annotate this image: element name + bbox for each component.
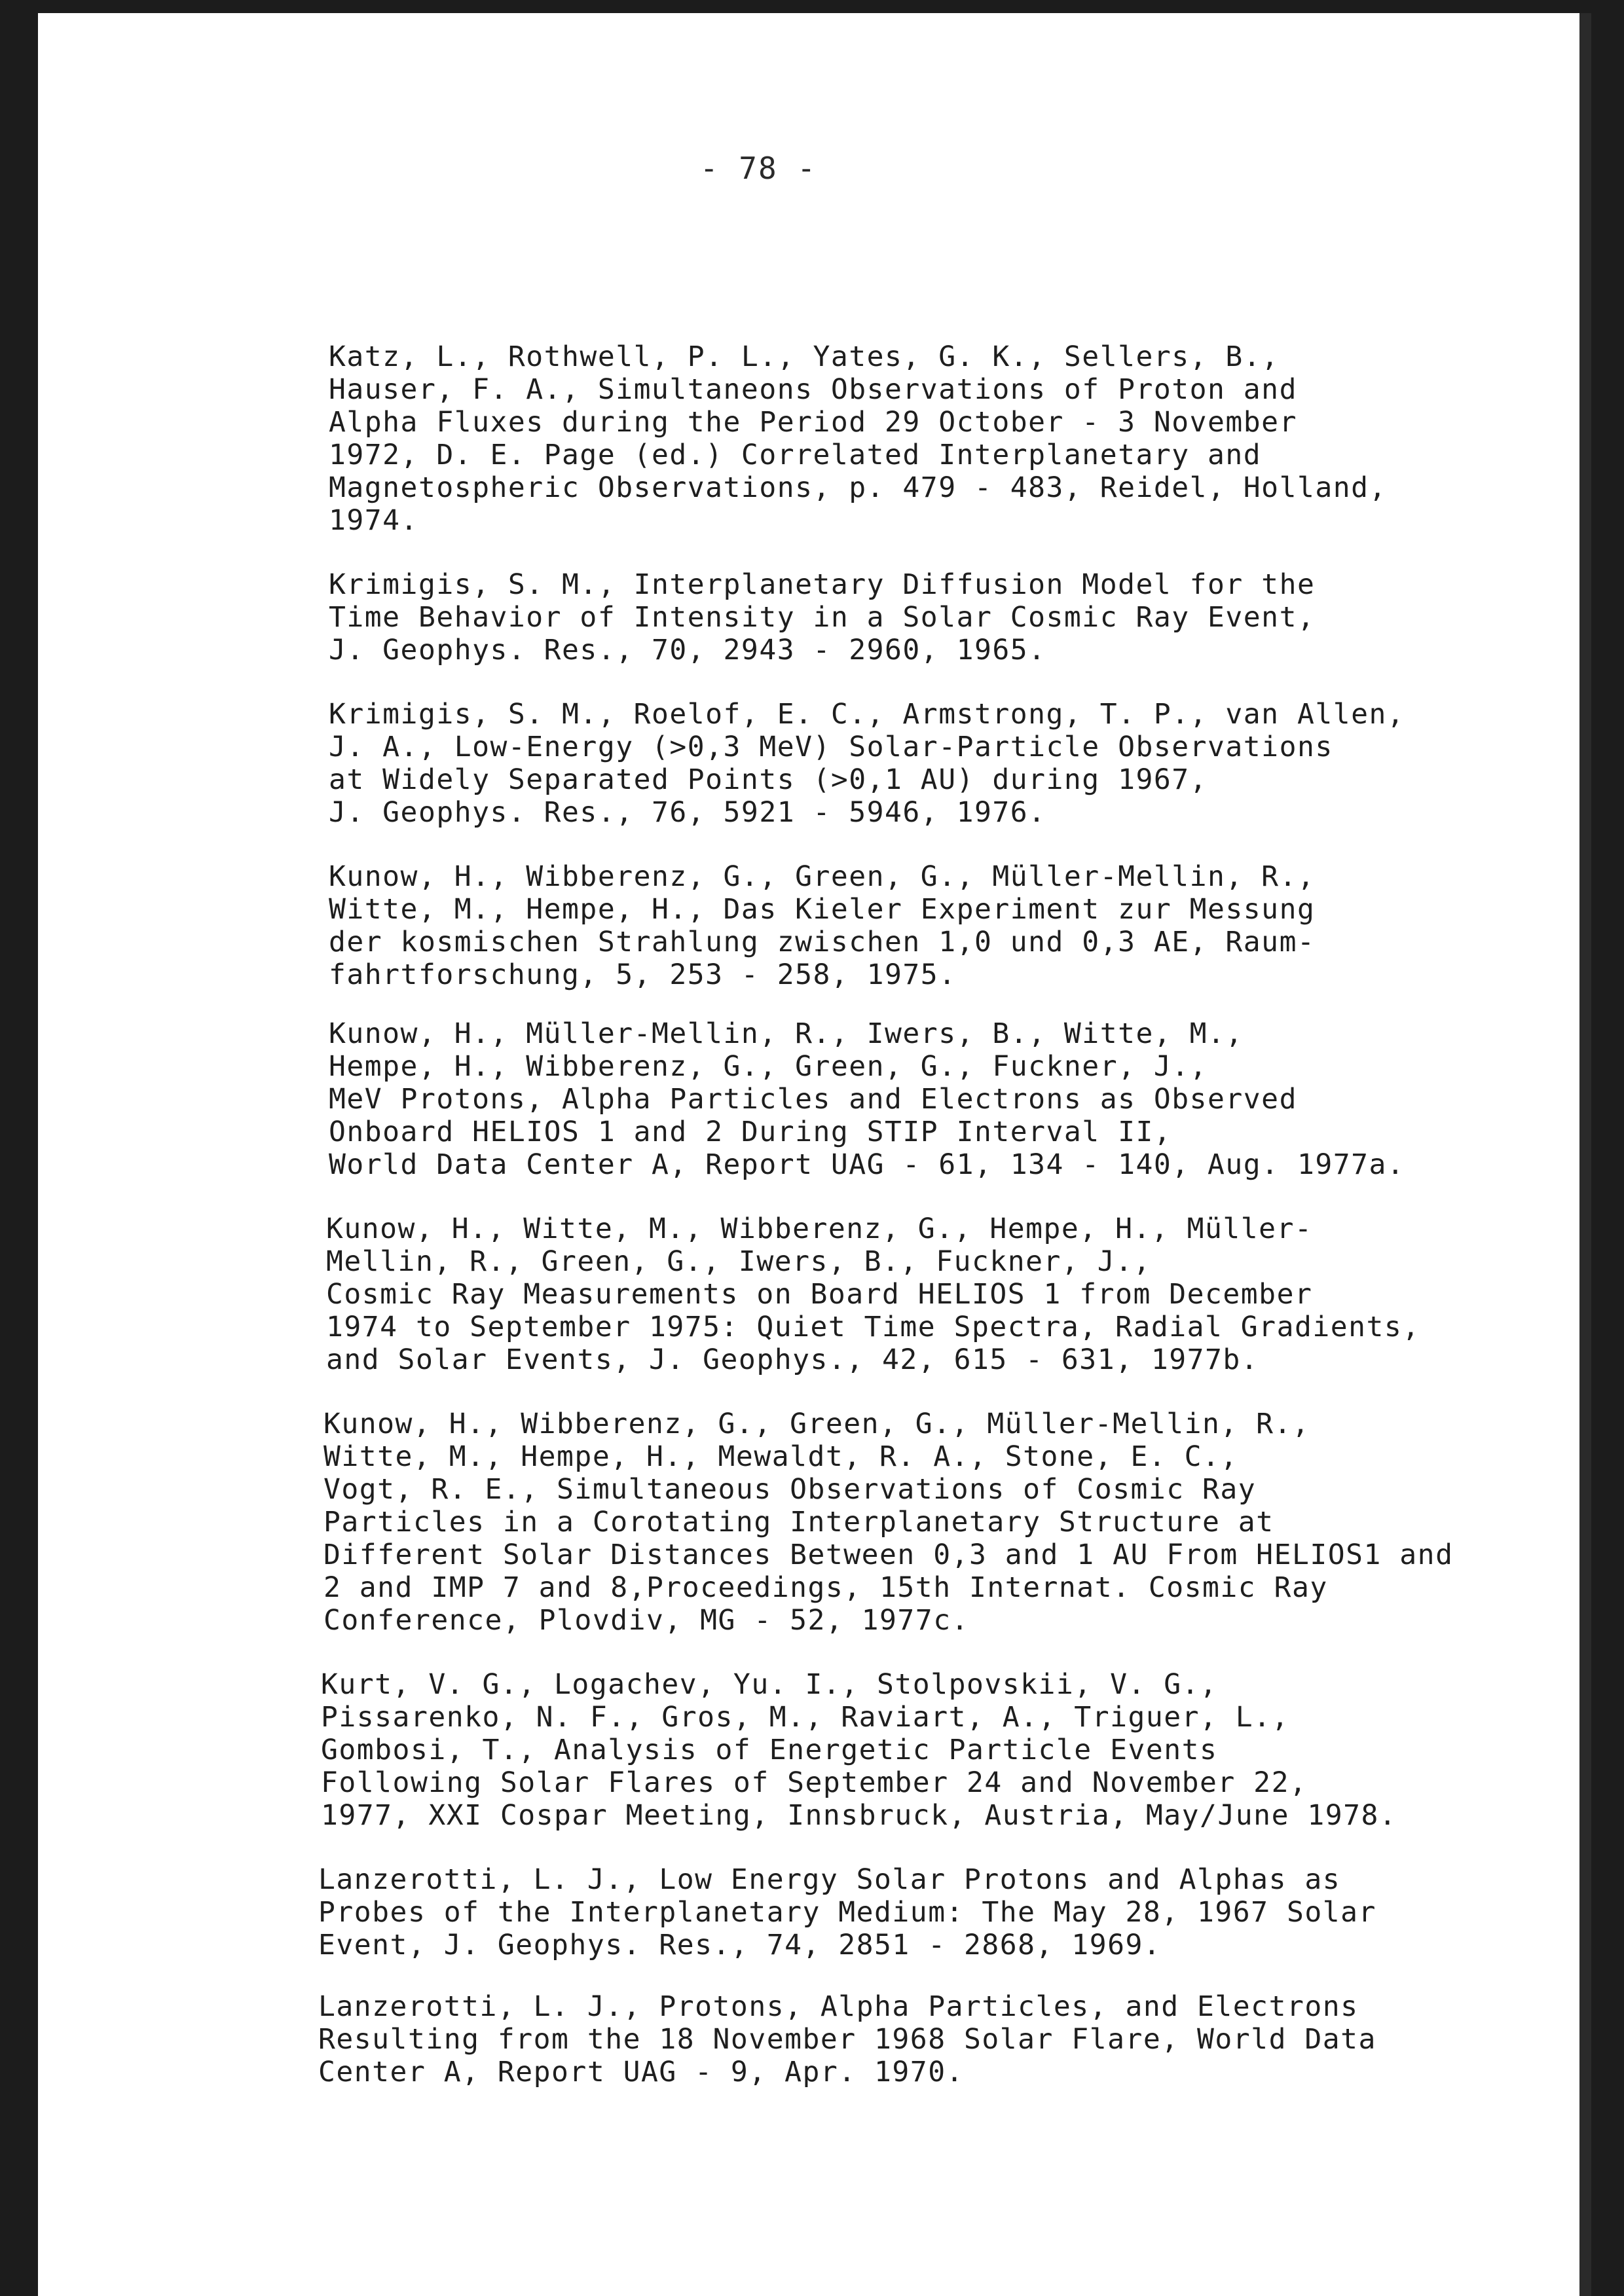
reference-kunow-1975	[329, 860, 1583, 991]
reference-line: 2 and IMP 7 and 8,Proceedings, 15th Internat. Cosmic Ray	[323, 1571, 1328, 1604]
reference-lanzerotti-1969	[318, 1863, 1583, 1961]
reference-line: Krimigis, S. M., Roelof, E. C., Armstrong, T. P., van Allen,	[329, 698, 1405, 731]
reference-line: Gombosi, T., Analysis of Energetic Particle Events	[321, 1734, 1218, 1766]
reference-line: Lanzerotti, L. J., Protons, Alpha Particles, and Electrons	[318, 1990, 1359, 2023]
reference-line: Different Solar Distances Between 0,3 and 1 AU From HELIOS1 and	[323, 1539, 1454, 1571]
reference-line: Probes of the Interplanetary Medium: The May 28, 1967 Solar	[318, 1896, 1376, 1929]
reference-line: 1974 to September 1975: Quiet Time Spectra, Radial Gradients,	[326, 1311, 1420, 1343]
reference-line: and Solar Events, J. Geophys., 42, 615 - 631, 1977b.	[326, 1343, 1259, 1376]
reference-line: Kunow, H., Witte, M., Wibberenz, G., Hempe, H., Müller-	[326, 1212, 1313, 1245]
reference-line: J. Geophys. Res., 70, 2943 - 2960, 1965.	[329, 634, 1046, 666]
reference-line: Krimigis, S. M., Interplanetary Diffusion Model for the	[329, 568, 1316, 601]
reference-line: Center A, Report UAG - 9, Apr. 1970.	[318, 2056, 964, 2088]
reference-line: Time Behavior of Intensity in a Solar Cosmic Ray Event,	[329, 601, 1316, 634]
reference-line: Particles in a Corotating Interplanetary Structure at	[323, 1506, 1274, 1539]
reference-line: Kurt, V. G., Logachev, Yu. I., Stolpovskii, V. G.,	[321, 1668, 1218, 1701]
page-number: - 78 -	[699, 151, 817, 186]
reference-line: J. Geophys. Res., 76, 5921 - 5946, 1976.	[329, 796, 1046, 829]
reference-line: Mellin, R., Green, G., Iwers, B., Fuckner, J.,	[326, 1245, 1151, 1278]
reference-line: Hempe, H., Wibberenz, G., Green, G., Fuckner, J.,	[329, 1050, 1208, 1083]
reference-kunow-1977c	[323, 1408, 1583, 1637]
reference-line: 1974.	[329, 504, 418, 537]
reference-kunow-1977b	[326, 1212, 1583, 1376]
reference-list	[274, 340, 1583, 2088]
reference-line: J. A., Low-Energy (>0,3 MeV) Solar-Particle Observations	[329, 731, 1333, 763]
reference-katz-1974	[329, 340, 1583, 537]
reference-line: Cosmic Ray Measurements on Board HELIOS 1 from December	[326, 1278, 1313, 1311]
reference-line: Event, J. Geophys. Res., 74, 2851 - 2868, 1969.	[318, 1929, 1162, 1961]
reference-line: 1972, D. E. Page (ed.) Correlated Interplanetary and	[329, 439, 1262, 471]
reference-line: Hauser, F. A., Simultaneons Observations of Proton and	[329, 373, 1297, 406]
reference-line: der kosmischen Strahlung zwischen 1,0 und 0,3 AE, Raum-	[329, 926, 1316, 958]
reference-line: Katz, L., Rothwell, P. L., Yates, G. K., Sellers, B.,	[329, 340, 1280, 373]
reference-kurt-1978	[321, 1668, 1583, 1832]
reference-line: Witte, M., Hempe, H., Das Kieler Experiment zur Messung	[329, 893, 1316, 926]
reference-line: Magnetospheric Observations, p. 479 - 483, Reidel, Holland,	[329, 471, 1387, 504]
reference-line: Lanzerotti, L. J., Low Energy Solar Protons and Alphas as	[318, 1863, 1341, 1896]
reference-line: fahrtforschung, 5, 253 - 258, 1975.	[329, 958, 957, 991]
reference-line: Kunow, H., Wibberenz, G., Green, G., Müller-Mellin, R.,	[323, 1408, 1310, 1440]
reference-line: World Data Center A, Report UAG - 61, 134 - 140, Aug. 1977a.	[329, 1148, 1405, 1181]
reference-krimigis-1976	[329, 698, 1583, 829]
reference-line: 1977, XXI Cospar Meeting, Innsbruck, Austria, May/June 1978.	[321, 1799, 1397, 1832]
reference-lanzerotti-1970	[318, 1990, 1583, 2088]
reference-line: Following Solar Flares of September 24 and November 22,	[321, 1766, 1308, 1799]
reference-line: Resulting from the 18 November 1968 Solar Flare, World Data	[318, 2023, 1376, 2056]
document-page	[38, 13, 1591, 2296]
reference-line: Conference, Plovdiv, MG - 52, 1977c.	[323, 1604, 969, 1637]
reference-line: Onboard HELIOS 1 and 2 During STIP Interval II,	[329, 1116, 1172, 1148]
reference-line: Witte, M., Hempe, H., Mewaldt, R. A., Stone, E. C.,	[323, 1440, 1238, 1473]
reference-line: Vogt, R. E., Simultaneous Observations of Cosmic Ray	[323, 1473, 1257, 1506]
reference-line: MeV Protons, Alpha Particles and Electrons as Observed	[329, 1083, 1297, 1116]
reference-line: Kunow, H., Wibberenz, G., Green, G., Müller-Mellin, R.,	[329, 860, 1316, 893]
reference-kunow-1977a	[329, 1017, 1583, 1181]
reference-line: Alpha Fluxes during the Period 29 October - 3 November	[329, 406, 1297, 439]
reference-line: Pissarenko, N. F., Gros, M., Raviart, A., Triguer, L.,	[321, 1701, 1289, 1734]
reference-line: at Widely Separated Points (>0,1 AU) during 1967,	[329, 763, 1208, 796]
reference-line: Kunow, H., Müller-Mellin, R., Iwers, B., Witte, M.,	[329, 1017, 1244, 1050]
reference-krimigis-1965	[329, 568, 1583, 666]
